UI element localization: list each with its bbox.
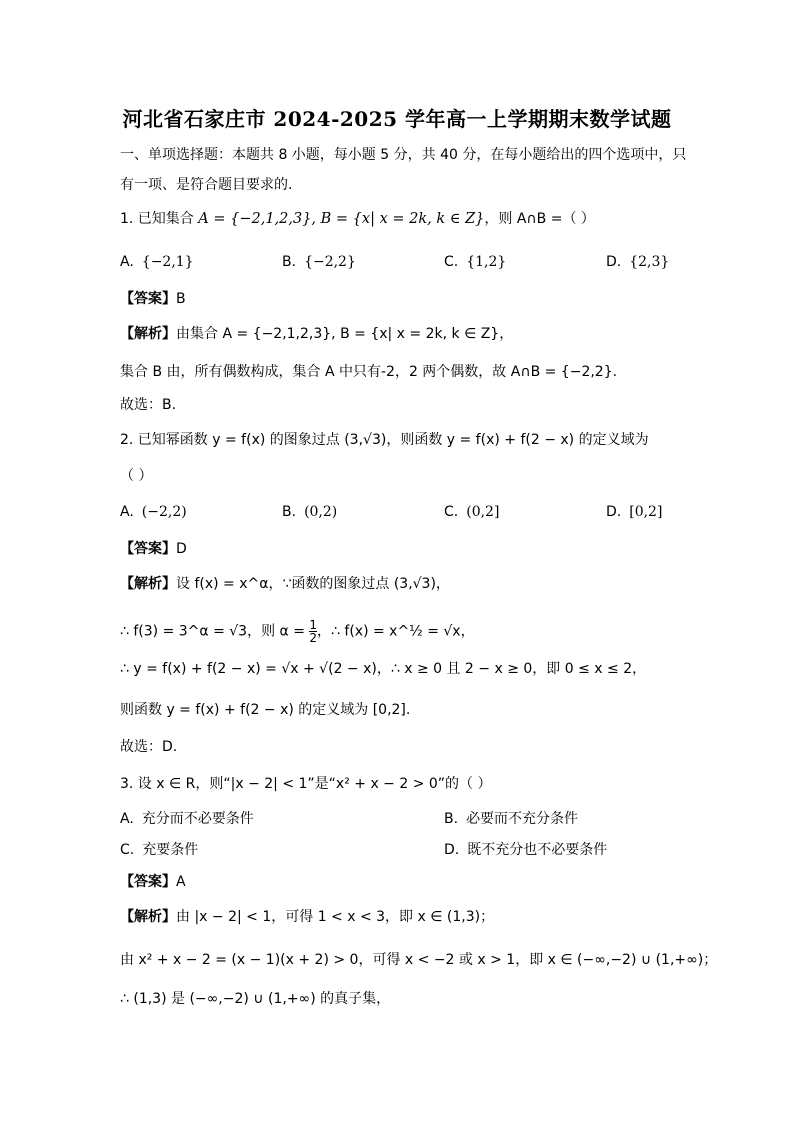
q1-option-b xyxy=(282,252,356,272)
q3-option-c xyxy=(120,840,198,860)
q2-option-d-letter: D. xyxy=(606,504,622,520)
q3-answer xyxy=(120,872,186,892)
q2-answer-label: 【答案】 xyxy=(120,541,176,557)
q2-analysis-2 xyxy=(120,619,475,644)
q1-option-d-letter: D. xyxy=(606,254,622,270)
q1-stem-prefix: 1. 已知集合 xyxy=(120,211,199,227)
q3-option-d-letter: D. xyxy=(444,842,460,858)
q3-answer-value: A xyxy=(176,874,186,890)
q3-option-a-letter: A. xyxy=(120,811,134,827)
q2-option-b-letter: B. xyxy=(282,504,297,520)
q2-option-c-value: (0,2] xyxy=(466,504,500,520)
q2-option-c-letter: C. xyxy=(444,504,459,520)
q3-option-c-value: 充要条件 xyxy=(142,842,199,858)
q3-option-a xyxy=(120,809,254,829)
q1-option-c xyxy=(444,252,506,272)
q2-option-d-value: [0,2] xyxy=(629,504,663,520)
q3-analysis-1 xyxy=(120,907,494,927)
q1-stem xyxy=(120,209,595,229)
q1-stem-math: A = {−2,1,2,3}, B = {x| x = 2k, k ∈ Z} xyxy=(198,211,485,227)
q1-analysis-1-text: 由集合 A = {−2,1,2,3}, B = {x| x = 2k, k ∈ Z}， xyxy=(176,326,514,342)
q1-option-d-value: {2,3} xyxy=(629,254,670,270)
alpha-fraction-numerator: 1 xyxy=(309,618,318,632)
q2-analysis-2a: ∴ f(3) = 3^α = √3，则 α = xyxy=(120,623,305,640)
q3-option-b-letter: B. xyxy=(444,811,459,827)
q2-option-a-letter: A. xyxy=(120,504,134,520)
q2-analysis-4: 则函数 y = f(x) + f(2 − x) 的定义域为 [0,2]. xyxy=(120,702,411,718)
q1-option-d xyxy=(606,252,669,272)
q1-conclusion: 故选：B. xyxy=(120,397,177,413)
q2-option-a-value: (−2,2) xyxy=(141,504,187,520)
q1-option-c-value: {1,2} xyxy=(466,254,507,270)
q2-conclusion: 故选：D. xyxy=(120,739,178,755)
q3-analysis-1-text: 由 |x − 2| < 1，可得 1 < x < 3，即 x ∈ (1,3)； xyxy=(176,909,495,925)
q3-answer-label: 【答案】 xyxy=(120,874,176,890)
q1-analysis-1 xyxy=(120,324,513,344)
q2-analysis-1 xyxy=(120,574,450,594)
q1-answer-label: 【答案】 xyxy=(120,291,176,307)
q3-option-a-value: 充分而不必要条件 xyxy=(141,811,254,827)
q2-answer-value: D xyxy=(176,541,187,557)
q1-option-c-letter: C. xyxy=(444,254,459,270)
q3-analysis-2: 由 x² + x − 2 = (x − 1)(x + 2) > 0，可得 x < −2 或 x > 1，即 x ∈ (−∞,−2) ∪ (1,+∞)； xyxy=(120,952,718,968)
q3-analysis-label: 【解析】 xyxy=(120,909,176,925)
q2-analysis-2b: ，∴ f(x) = x^½ = √x， xyxy=(317,623,475,640)
q1-stem-suffix: ，则 A∩B =（ ） xyxy=(484,211,595,227)
q2-analysis-label: 【解析】 xyxy=(120,576,176,592)
q3-analysis-3: ∴ (1,3) 是 (−∞,−2) ∪ (1,+∞) 的真子集， xyxy=(120,991,391,1007)
q2-answer xyxy=(120,539,187,559)
q2-option-a xyxy=(120,502,187,522)
q3-option-b xyxy=(444,809,578,829)
page-title: 河北省石家庄市 2024-2025 学年高一上学期期末数学试题 xyxy=(122,107,672,131)
q2-option-b xyxy=(282,502,337,522)
q2-stem: 2. 已知幂函数 y = f(x) 的图象过点 (3,√3)，则函数 y = f(x) + f(2 − x) 的定义域为 xyxy=(120,432,649,448)
q1-option-b-value: {−2,2} xyxy=(304,254,356,270)
q1-option-a-letter: A. xyxy=(120,254,134,270)
q1-option-b-letter: B. xyxy=(282,254,297,270)
section-heading-line-1: 一、单项选择题：本题共 8 小题，每小题 5 分，共 40 分，在每小题给出的四个选项中，只 xyxy=(120,147,687,163)
q3-option-c-letter: C. xyxy=(120,842,135,858)
q2-option-d xyxy=(606,502,662,522)
q1-answer-value: B xyxy=(176,291,186,307)
q1-option-a xyxy=(120,252,194,272)
q2-option-b-value: (0,2) xyxy=(304,504,338,520)
q1-analysis-2: 集合 B 由，所有偶数构成，集合 A 中只有-2，2 两个偶数，故 A∩B = {−2,2}. xyxy=(120,364,618,380)
alpha-fraction-denominator: 2 xyxy=(309,631,318,645)
q1-answer xyxy=(120,289,186,309)
section-heading-line-2: 有一项、是符合题目要求的. xyxy=(120,177,293,193)
q1-analysis-label: 【解析】 xyxy=(120,326,176,342)
q3-option-d xyxy=(444,840,607,860)
q3-option-b-value: 必要而不充分条件 xyxy=(466,811,579,827)
alpha-fraction xyxy=(309,619,317,644)
q2-analysis-3: ∴ y = f(x) + f(2 − x) = √x + √(2 − x)，∴ x ≥ 0 且 2 − x ≥ 0，即 0 ≤ x ≤ 2， xyxy=(120,661,647,677)
q2-option-c xyxy=(444,502,499,522)
q3-option-d-value: 既不充分也不必要条件 xyxy=(467,842,608,858)
q3-stem: 3. 设 x ∈ R，则“|x − 2| < 1”是“x² + x − 2 > 0”的（ ） xyxy=(120,776,492,792)
q1-option-a-value: {−2,1} xyxy=(141,254,194,270)
q2-stem-2: （ ） xyxy=(120,468,153,484)
q2-analysis-1-text: 设 f(x) = x^α，∵函数的图象过点 (3,√3)， xyxy=(176,576,450,592)
